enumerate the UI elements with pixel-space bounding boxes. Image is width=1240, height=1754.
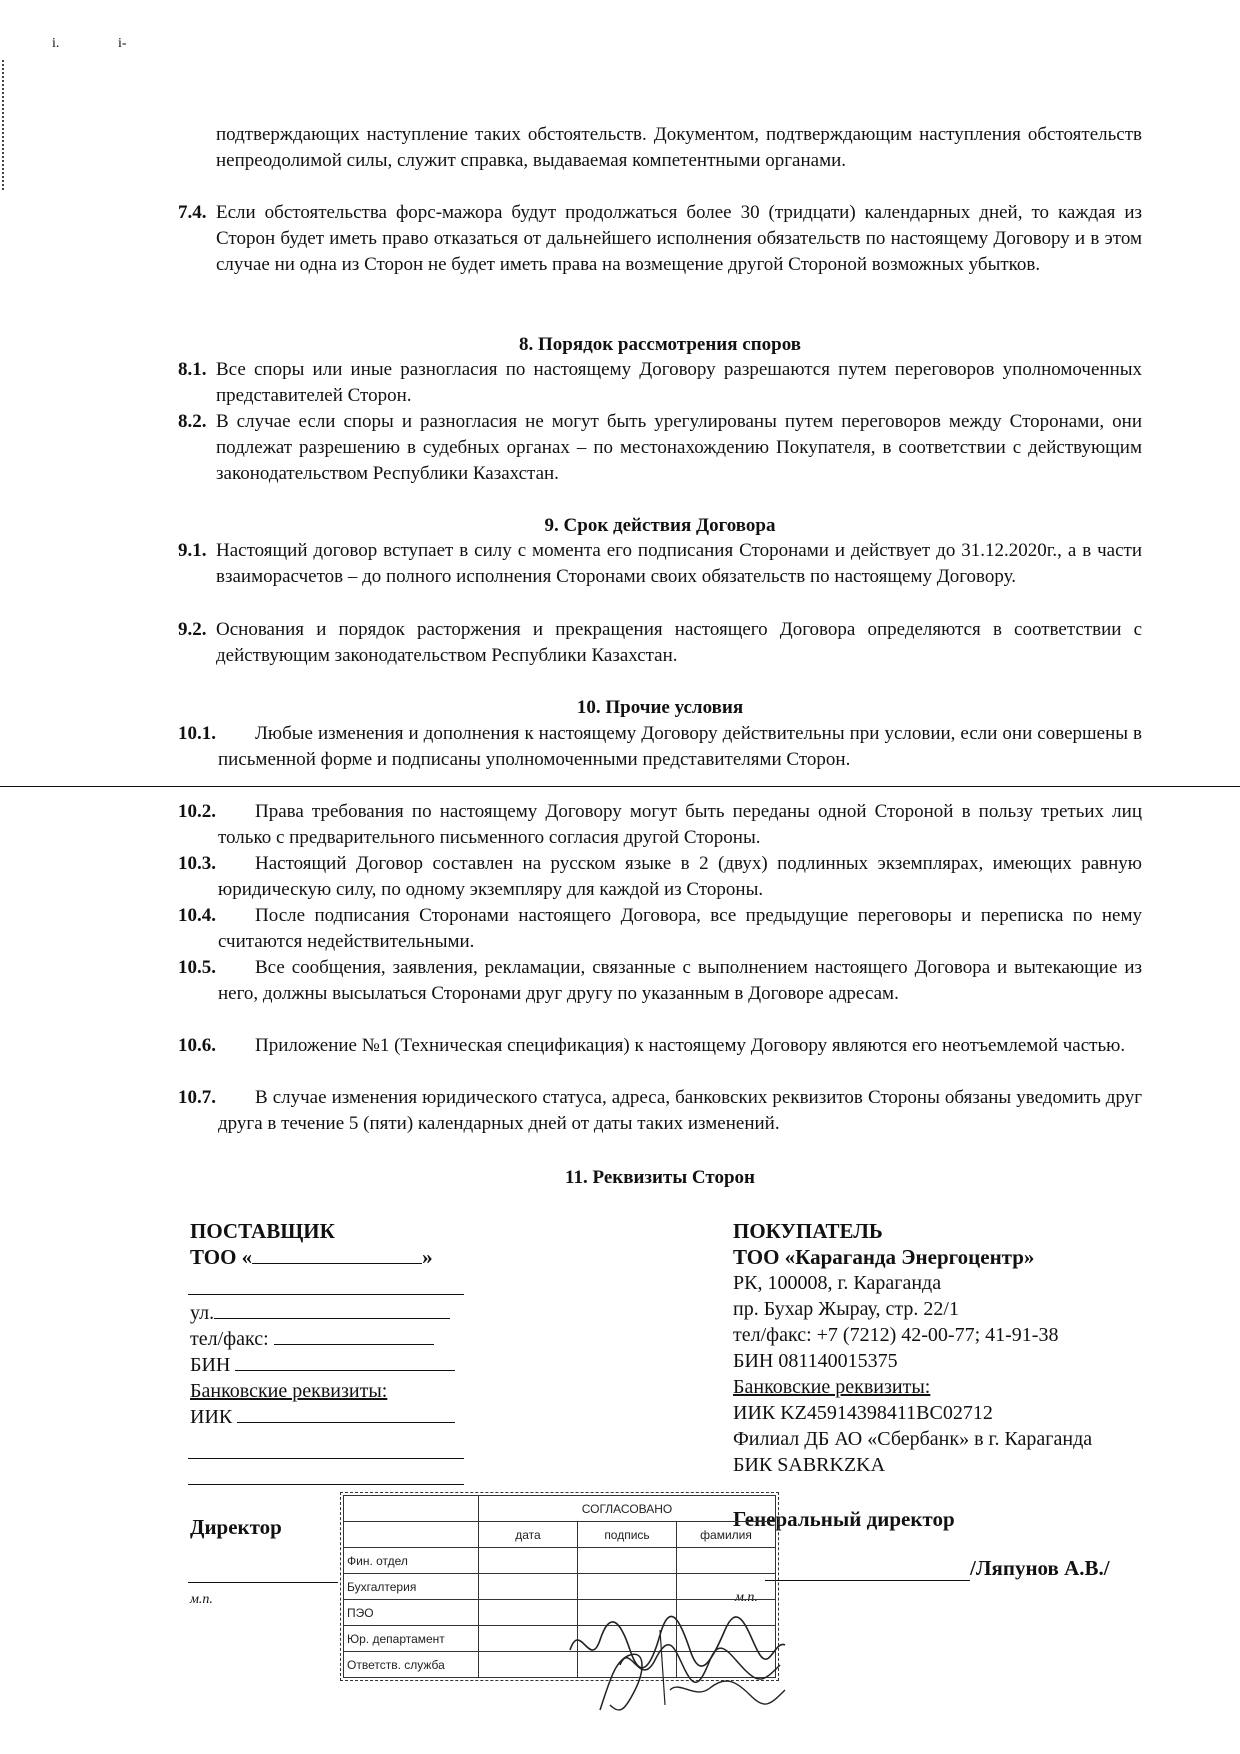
buyer-address-2: пр. Бухар Жырау, стр. 22/1 — [733, 1298, 959, 1320]
supplier-position: Директор — [190, 1515, 282, 1539]
clause-8-2: 8.2. В случае если споры и разногласия не могут быть урегулированы путем переговоров между Сторонами, они подлежат разрешению в судебных органах – по местонахождению Покупателя, в соответствии с действующим законодательством Республики Казахстан. — [178, 411, 1142, 484]
buyer-title: ПОКУПАТЕЛЬ — [733, 1219, 883, 1243]
clause-10-6: 10.6. Приложение №1 (Техническая спецификация) к настоящему Договору являются его неотъемлемой частью. — [178, 1035, 1126, 1056]
buyer-stamp-place: м.п. — [735, 1590, 758, 1605]
buyer-bank-label: Банковские реквизиты: — [733, 1376, 931, 1398]
buyer-bik: БИК SABRKZKA — [733, 1454, 886, 1476]
clause-10-7: 10.7. В случае изменения юридического статуса, адреса, банковских реквизитов Стороны обязаны уведомить друг друга в течение 5 (пяти) календарных дней от даты таких изменений. — [178, 1087, 1142, 1134]
buyer-iik: ИИК KZ45914398411BC02712 — [733, 1402, 993, 1424]
supplier-phone: тел/факс: — [190, 1326, 434, 1352]
approval-row-responsible: Ответств. служба — [344, 1652, 479, 1678]
scan-edge-artifact — [2, 60, 8, 190]
supplier-org-name-blank — [252, 1245, 422, 1264]
clause-10-5: 10.5. Все сообщения, заявления, рекламации, связанные с выполнением настоящего Договора и вытекающие из него, должны высылаться Сторонами друг другу по указанным в Договоре адресам. — [178, 957, 1142, 1004]
buyer-phone: тел/факс: +7 (7212) 42-00-77; 41-91-38 — [733, 1324, 1059, 1346]
supplier-stamp-place: м.п. — [190, 1592, 213, 1607]
approval-row-peo: ПЭО — [344, 1600, 479, 1626]
approval-col-date: дата — [479, 1522, 578, 1548]
supplier-blank-line — [188, 1294, 464, 1295]
buyer-org: ТОО «Караганда Энергоцентр» — [733, 1245, 1035, 1269]
supplier-blank-line-2 — [188, 1458, 464, 1459]
clause-7-3-continuation: подтверждающих наступление таких обстоятельств. Документом, подтверждающим наступления обстоятельств непреодолимой силы, служит справка, выдаваемая компетентными органами. — [216, 124, 1142, 171]
buyer-position: Генеральный директор — [733, 1507, 955, 1531]
supplier-iik: ИИК — [190, 1404, 455, 1430]
approval-row-legal: Юр. департамент — [344, 1626, 479, 1652]
supplier-blank-line-3 — [188, 1484, 464, 1485]
section-10-heading: 10. Прочие условия — [576, 697, 744, 718]
clause-9-1: 9.1. Настоящий договор вступает в силу с момента его подписания Сторонами и действует до 31.12.2020г., а в части взаиморасчетов – до полного исполнения Сторонами своих обязательств по настоящему Договору. — [178, 540, 1142, 587]
section-9-heading: 9. Срок действия Договора — [544, 515, 776, 536]
clause-10-3: 10.3. Настоящий Договор составлен на русском языке в 2 (двух) подлинных экземплярах, имеющих равную юридическую силу, по одному экземпляру для каждой из Стороны. — [178, 853, 1142, 900]
approval-row-accounting: Бухгалтерия — [344, 1574, 479, 1600]
buyer-address-1: РК, 100008, г. Караганда — [733, 1272, 942, 1294]
clause-10-4: 10.4. После подписания Сторонами настоящего Договора, все предыдущие переговоры и переписка по нему считаются недействительными. — [178, 905, 1142, 952]
supplier-bank-label: Банковские реквизиты: — [190, 1380, 388, 1402]
supplier-bin: БИН — [190, 1352, 455, 1378]
buyer-signature-line — [765, 1580, 970, 1581]
scan-mark-left: i. — [52, 36, 60, 51]
approval-stamp-title: СОГЛАСОВАНО — [479, 1496, 776, 1522]
scan-fold-line — [0, 786, 1240, 787]
buyer-signatory: /Ляпунов А.В./ — [970, 1556, 1110, 1580]
approval-col-signature: подпись — [578, 1522, 677, 1548]
handwritten-signatures — [560, 1610, 800, 1720]
supplier-title: ПОСТАВЩИК — [190, 1219, 335, 1243]
section-11-heading: 11. Реквизиты Сторон — [565, 1167, 755, 1188]
clause-8-1: 8.1. Все споры или иные разногласия по настоящему Договору разрешаются путем переговоров уполномоченных представителей Сторон. — [178, 359, 1142, 406]
clause-9-2: 9.2. Основания и порядок расторжения и прекращения настоящего Договора определяются в соответствии с действующим законодательством Республики Казахстан. — [178, 619, 1142, 666]
buyer-bank: Филиал ДБ АО «Сбербанк» в г. Караганда — [733, 1428, 1093, 1450]
clause-10-2: 10.2. Права требования по настоящему Договору могут быть переданы одной Стороной в пользу третьих лиц только с предварительного письменного согласия другой Стороны. — [178, 801, 1142, 848]
clause-7-4: 7.4. Если обстоятельства форс-мажора будут продолжаться более 30 (тридцати) календарных дней, то каждая из Сторон будет иметь право отказаться от дальнейшего исполнения обязательств по настоящему Договору и в этом случае ни одна из Сторон не будет иметь права на возмещение другой Стороной возможных убытков. — [178, 202, 1142, 275]
scan-mark-right: i- — [118, 36, 127, 51]
approval-row-fin: Фин. отдел — [344, 1548, 479, 1574]
approval-col-surname: фамилия — [677, 1522, 776, 1548]
supplier-signature-line — [188, 1582, 338, 1583]
buyer-bin: БИН 081140015375 — [733, 1350, 898, 1372]
clause-10-1: 10.1. Любые изменения и дополнения к настоящему Договору действительны при условии, если они совершены в письменной форме и подписаны уполномоченными представителями Сторон. — [178, 723, 1142, 770]
supplier-org: ТОО « » — [190, 1245, 433, 1269]
supplier-street: ул. — [190, 1300, 450, 1326]
section-8-heading: 8. Порядок рассмотрения споров — [518, 334, 802, 355]
